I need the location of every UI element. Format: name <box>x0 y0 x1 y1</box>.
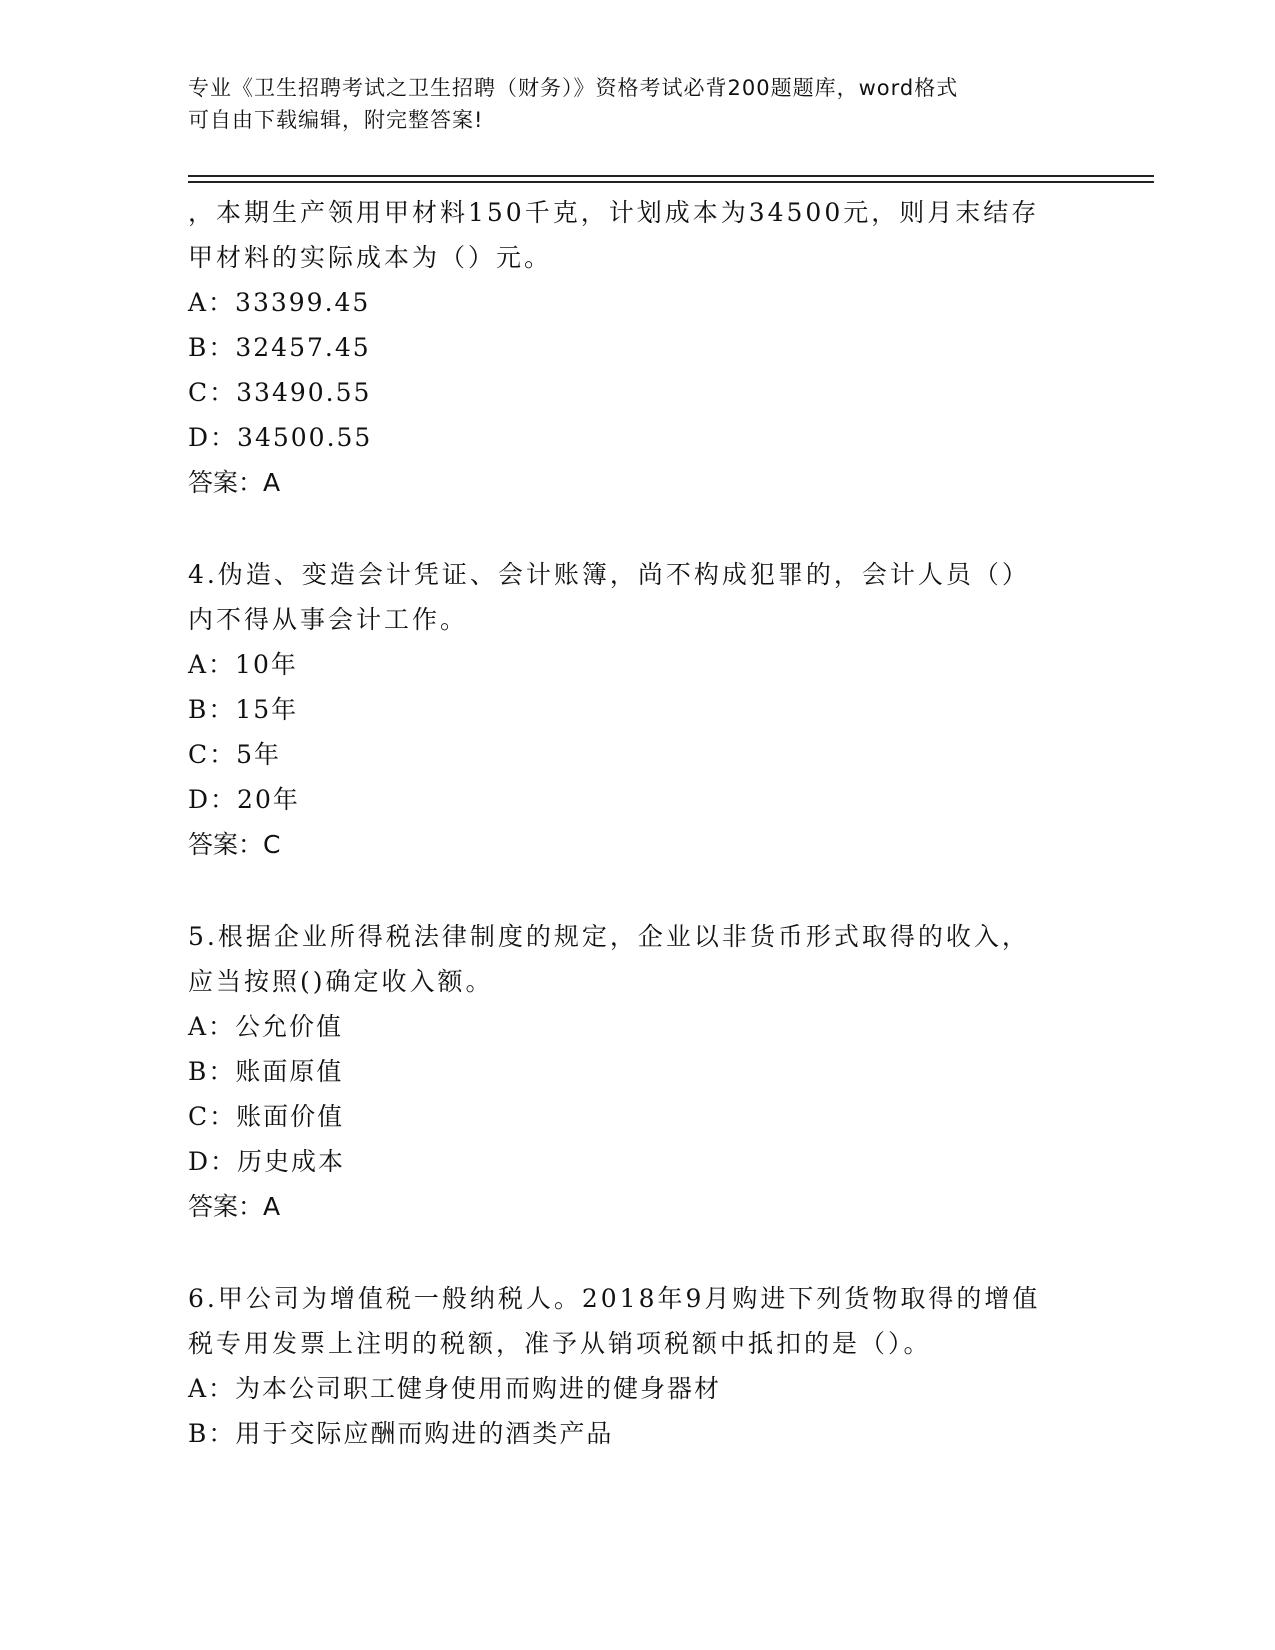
answer-line: 答案：A <box>188 1192 281 1221</box>
question-text: 应当按照()确定收入额。 <box>188 967 494 996</box>
question-text: 4.伪造、变造会计凭证、会计账簿，尚不构成犯罪的，会计人员（） <box>188 560 1030 589</box>
question-text: 税专用发票上注明的税额，准予从销项税额中抵扣的是（）。 <box>188 1329 932 1358</box>
header-line-1: 专业《卫生招聘考试之卫生招聘（财务）》资格考试必背200题题库，word格式 <box>188 76 959 100</box>
question-text: 甲材料的实际成本为（）元。 <box>188 243 553 272</box>
option-b: B：15年 <box>188 695 299 724</box>
option-d: D：历史成本 <box>188 1147 346 1176</box>
header-line-2: 可自由下载编辑，附完整答案! <box>188 108 484 132</box>
question-text: 5.根据企业所得税法律制度的规定，企业以非货币形式取得的收入， <box>188 922 1030 951</box>
option-c: C：5年 <box>188 740 282 769</box>
option-c: C：账面价值 <box>188 1102 345 1131</box>
option-a: A：公允价值 <box>188 1012 344 1041</box>
question-text: 内不得从事会计工作。 <box>188 605 469 634</box>
question-item <box>188 190 1088 505</box>
option-c: C：33490.55 <box>188 378 372 407</box>
header-divider <box>188 181 1154 183</box>
question-list <box>188 190 1088 1456</box>
answer-line: 答案：A <box>188 468 281 497</box>
question-text: ，本期生产领用甲材料150千克，计划成本为34500元，则月末结存 <box>188 198 1040 227</box>
question-item <box>188 914 1088 1229</box>
option-b: B：账面原值 <box>188 1057 344 1086</box>
document-header <box>188 72 1068 136</box>
option-a: A：10年 <box>188 650 298 679</box>
answer-line: 答案：C <box>188 830 281 859</box>
option-a: A：为本公司职工健身使用而购进的健身器材 <box>188 1374 722 1403</box>
question-item <box>188 1276 1088 1456</box>
option-d: D：20年 <box>188 785 300 814</box>
header-divider <box>188 175 1154 177</box>
option-b: B：32457.45 <box>188 333 371 362</box>
question-item <box>188 552 1088 867</box>
question-text: 6.甲公司为增值税一般纳税人。2018年9月购进下列货物取得的增值 <box>188 1284 1041 1313</box>
option-a: A：33399.45 <box>188 288 371 317</box>
option-b: B：用于交际应酬而购进的酒类产品 <box>188 1419 614 1448</box>
option-d: D：34500.55 <box>188 423 373 452</box>
